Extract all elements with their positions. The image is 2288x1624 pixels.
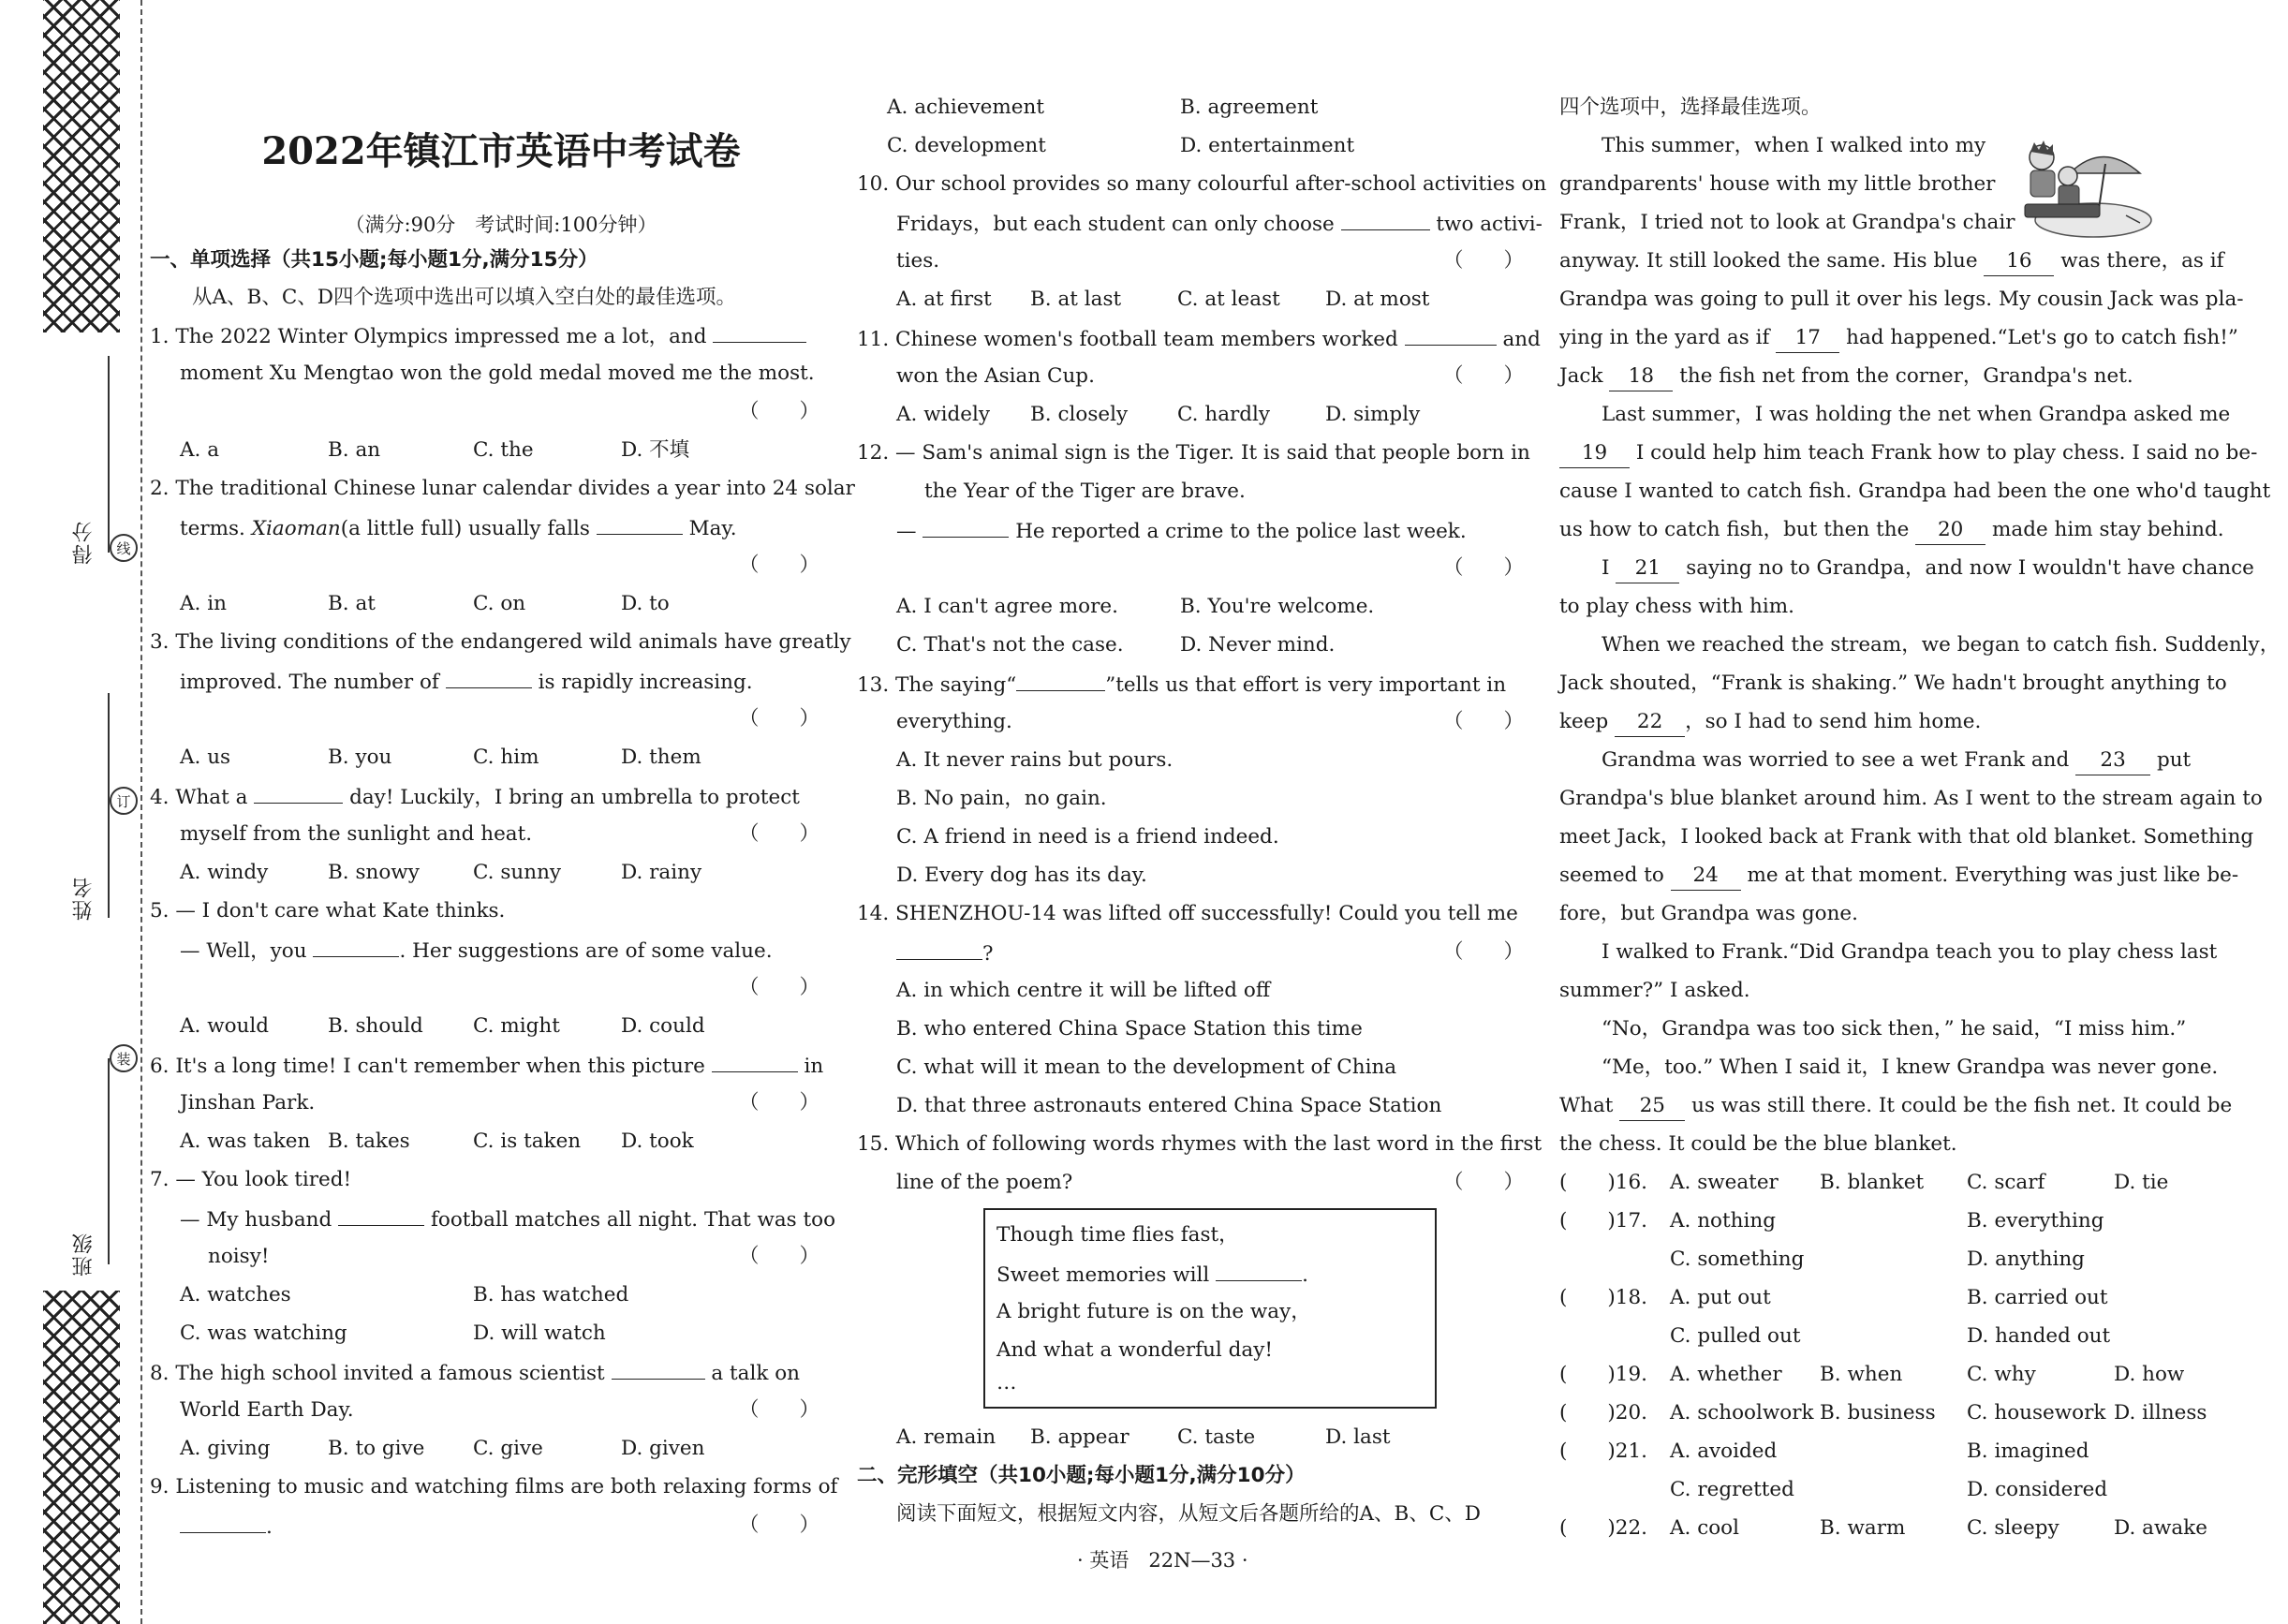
answer-paren: （ ） <box>1442 249 1524 273</box>
score-label: 得分 <box>72 520 96 565</box>
answer-paren: （ ） <box>738 400 819 423</box>
question-text: World Earth Day. <box>180 1398 354 1422</box>
question-text: . <box>180 1512 273 1540</box>
option: A. I can't agree more. <box>896 595 1118 618</box>
question-text: myself from the sunlight and heat. <box>180 822 533 846</box>
question-10: 10. Our school provides so many colourful after-school activities on <box>857 172 1547 196</box>
passage-line: This summer，when I walked into my <box>1602 134 1986 157</box>
option: A. a <box>180 438 220 462</box>
question-text: noisy! <box>208 1245 270 1268</box>
question-text: terms. Xiaoman(a little full) usually falls May. <box>180 513 737 541</box>
question-text: — My husband football matches all night. That was too <box>180 1204 835 1233</box>
question-11: 11. Chinese women's football team members worked and <box>857 324 1541 352</box>
option: D. tie <box>2114 1171 2169 1194</box>
children-fishing-illustration <box>2014 131 2154 244</box>
question-text: Fridays，but each student can only choose two activi- <box>896 209 1543 237</box>
poem-line: Though time flies fast， <box>996 1223 1239 1247</box>
option: D. given <box>621 1437 705 1460</box>
blank-20: 20 <box>1915 516 1985 545</box>
option: A. giving <box>180 1437 271 1460</box>
passage-line: anyway. It still looked the same. His blue 16 was there，as if <box>1559 247 2224 275</box>
section-heading: 一、单项选择（共15小题;每小题1分,满分15分） <box>150 248 598 272</box>
cloze-number: ( )22. <box>1559 1516 1647 1540</box>
question-15: 15. Which of following words rhymes with the last word in the first <box>857 1132 1543 1156</box>
option: C. sunny <box>473 861 562 884</box>
option: A. windy <box>180 861 269 884</box>
option: A. in <box>180 592 227 615</box>
option: D. to <box>621 592 670 615</box>
question-text: — He reported a crime to the police last week. <box>896 516 1467 544</box>
instruction: 阅读下面短文，根据短文内容，从短文后各题所给的A、B、C、D <box>896 1502 1482 1526</box>
option: A. widely <box>896 403 990 426</box>
option: D. them <box>621 746 701 769</box>
answer-paren: （ ） <box>1442 364 1524 388</box>
poem-line: And what a wonderful day! <box>996 1338 1274 1362</box>
option: B. an <box>328 438 381 462</box>
blank-17: 17 <box>1776 324 1839 353</box>
question-6: 6. It's a long time! I can't remember when this picture in <box>150 1051 823 1079</box>
option: C. give <box>473 1437 543 1460</box>
option: B. should <box>328 1014 423 1038</box>
option: C. That's not the case. <box>896 633 1124 657</box>
option: C. development <box>887 134 1046 157</box>
passage-line: I 21 saying no to Grandpa，and now I wouldn't have chance <box>1602 554 2254 583</box>
option: B. everything <box>1967 1209 2104 1233</box>
option: C. sleepy <box>1967 1516 2059 1540</box>
passage-line: fore，but Grandpa was gone. <box>1559 902 1858 925</box>
option: B. takes <box>328 1129 410 1153</box>
option: B. carried out <box>1967 1286 2108 1309</box>
option: B. you <box>328 746 392 769</box>
option: D. that three astronauts entered China Space Station <box>896 1094 1442 1117</box>
option: C. on <box>473 592 526 615</box>
option: B. business <box>1820 1401 1936 1425</box>
question-text: moment Xu Mengtao won the gold medal moved me the most. <box>180 362 815 385</box>
option: B. at last <box>1030 288 1122 311</box>
option: D. handed out <box>1967 1324 2111 1348</box>
passage-line: Grandpa's blue blanket around him. As I went to the stream again to <box>1559 787 2263 810</box>
option: A. put out <box>1670 1286 1771 1309</box>
cloze-number: ( )19. <box>1559 1363 1647 1386</box>
passage-line: the chess. It could be the blue blanket. <box>1559 1132 1957 1156</box>
option: D. could <box>621 1014 705 1038</box>
option: D. took <box>621 1129 694 1153</box>
poem-line: A bright future is on the way， <box>996 1300 1311 1323</box>
option: A. would <box>180 1014 270 1038</box>
blank-18: 18 <box>1609 362 1673 391</box>
question-text: everything. <box>896 710 1012 733</box>
answer-paren: （ ） <box>738 1513 819 1537</box>
answer-paren: （ ） <box>738 554 819 577</box>
option: C. was watching <box>180 1321 347 1345</box>
option: A. in which centre it will be lifted off <box>896 979 1271 1002</box>
name-label: 姓名 <box>72 876 96 921</box>
question-text: the Year of the Tiger are brave. <box>924 480 1246 503</box>
option: B. to give <box>328 1437 425 1460</box>
poem-line: Sweet memories will . <box>996 1260 1308 1288</box>
passage-line: ying in the yard as if 17 had happened.“Let's go to catch fish!” <box>1559 324 2238 352</box>
passage-line: meet Jack，I looked back at Frank with that old blanket. Something <box>1559 825 2254 849</box>
answer-paren: （ ） <box>738 1398 819 1422</box>
passage-line: When we reached the stream，we began to catch fish. Suddenly， <box>1602 633 2281 657</box>
question-3: 3. The living conditions of the endangered wild animals have greatly <box>150 630 851 654</box>
option: D. awake <box>2114 1516 2207 1540</box>
option: D. rainy <box>621 861 702 884</box>
question-1: 1. The 2022 Winter Olympics impressed me a lot，and <box>150 321 806 349</box>
question-text: ties. <box>896 249 940 273</box>
poem-box <box>983 1208 1437 1409</box>
option: D. will watch <box>473 1321 606 1345</box>
blank-21: 21 <box>1616 554 1679 583</box>
option: B. who entered China Space Station this time <box>896 1017 1363 1041</box>
option: C. him <box>473 746 539 769</box>
option: B. at <box>328 592 376 615</box>
option: C. pulled out <box>1670 1324 1801 1348</box>
option: C. the <box>473 438 534 462</box>
question-4: 4. What a day! Luckily，I bring an umbrella to protect <box>150 782 800 810</box>
option: B. has watched <box>473 1283 629 1307</box>
option: A. watches <box>180 1283 291 1307</box>
option: A. us <box>180 746 231 769</box>
binding-mark-bind: 装 <box>110 1044 138 1072</box>
passage-line: Jack 18 the fish net from the corner，Grandpa's net. <box>1559 362 2133 391</box>
question-text: won the Asian Cup. <box>896 364 1095 388</box>
option: C. regretted <box>1670 1478 1794 1501</box>
passage-line: I walked to Frank.“Did Grandpa teach you to play chess last <box>1602 940 2218 964</box>
cloze-number: ( )18. <box>1559 1286 1647 1309</box>
option: A. avoided <box>1670 1439 1778 1463</box>
answer-paren: （ ） <box>738 1091 819 1115</box>
option: C. A friend in need is a friend indeed. <box>896 825 1279 849</box>
name-line <box>108 693 110 918</box>
question-2: 2. The traditional Chinese lunar calendar divides a year into 24 solar <box>150 477 855 500</box>
question-14: 14. SHENZHOU-14 was lifted off successfully! Could you tell me <box>857 902 1518 925</box>
decorative-pattern-top <box>43 0 120 332</box>
instruction: 四个选项中，选择最佳选项。 <box>1559 96 1822 119</box>
score-line <box>108 356 110 553</box>
option: A. achievement <box>887 96 1044 119</box>
passage-line: seemed to 24 me at that moment. Everything was just like be- <box>1559 862 2238 890</box>
blank-23: 23 <box>2075 746 2150 775</box>
answer-paren: （ ） <box>738 822 819 846</box>
option: C. scarf <box>1967 1171 2045 1194</box>
passage-line: Last summer，I was holding the net when Grandpa asked me <box>1602 403 2231 426</box>
answer-paren: （ ） <box>1442 940 1524 964</box>
option: D. last <box>1325 1425 1391 1449</box>
answer-paren: （ ） <box>1442 1171 1524 1194</box>
option: A. remain <box>896 1425 996 1449</box>
option: D. entertainment <box>1180 134 1355 157</box>
question-8: 8. The high school invited a famous scientist a talk on <box>150 1358 800 1386</box>
option: B. snowy <box>328 861 420 884</box>
blank-22: 22 <box>1615 708 1685 737</box>
class-line <box>108 1058 110 1264</box>
option: C. at least <box>1177 288 1280 311</box>
option: A. schoolwork <box>1670 1401 1814 1425</box>
option: A. It never rains but pours. <box>896 748 1174 772</box>
option: A. whether <box>1670 1363 1782 1386</box>
column-right <box>1559 0 2281 1624</box>
option: C. why <box>1967 1363 2036 1386</box>
question-12: 12. — Sam's animal sign is the Tiger. It is said that people born in <box>857 441 1530 465</box>
option: A. cool <box>1670 1516 1740 1540</box>
answer-paren: （ ） <box>1442 556 1524 580</box>
passage-line: keep 22 ，so I had to send him home. <box>1559 708 1981 736</box>
passage-line: to play chess with him. <box>1559 595 1794 618</box>
answer-paren: （ ） <box>738 1245 819 1268</box>
option: C. something <box>1670 1248 1805 1271</box>
question-text: line of the poem? <box>896 1171 1073 1194</box>
column-left <box>150 0 855 1624</box>
option: A. was taken <box>180 1129 311 1153</box>
cloze-number: ( )16. <box>1559 1171 1647 1194</box>
option: B. closely <box>1030 403 1129 426</box>
binding-mark-line: 线 <box>110 534 138 562</box>
option: B. agreement <box>1180 96 1319 119</box>
passage-line: “No，Grandpa was too sick then，” he said，“I miss him.” <box>1602 1017 2187 1041</box>
binding-mark-order: 订 <box>110 787 138 815</box>
option: C. might <box>473 1014 560 1038</box>
question-13: 13. The saying“ ”tells us that effort is very important in <box>857 670 1506 698</box>
answer-paren: （ ） <box>738 707 819 731</box>
question-text: — Well，you . Her suggestions are of some value. <box>180 936 773 964</box>
question-5: 5. — I don't care what Kate thinks. <box>150 899 506 923</box>
question-text: ? <box>896 938 994 967</box>
passage-line: summer?” I asked. <box>1559 979 1750 1002</box>
option: C. taste <box>1177 1425 1256 1449</box>
option: B. No pain，no gain. <box>896 787 1107 810</box>
blank-19: 19 <box>1559 439 1630 468</box>
option: B. warm <box>1820 1516 1906 1540</box>
option: B. blanket <box>1820 1171 1925 1194</box>
answer-paren: （ ） <box>738 976 819 999</box>
page-footer: · 英语 22N—33 · <box>1077 1549 1248 1572</box>
passage-line: us how to catch fish，but then the 20 made him stay behind. <box>1559 516 2224 544</box>
answer-paren: （ ） <box>1442 710 1524 733</box>
option: B. appear <box>1030 1425 1129 1449</box>
option: A. nothing <box>1670 1209 1776 1233</box>
passage-line: Grandpa was going to pull it over his legs. My cousin Jack was pla- <box>1559 288 2244 311</box>
option: D. anything <box>1967 1248 2085 1271</box>
option: B. when <box>1820 1363 1903 1386</box>
passage-line: Frank，I tried not to look at Grandpa's chair <box>1559 211 2015 234</box>
passage-line: 19 I could help him teach Frank how to play chess. I said no be- <box>1559 439 2257 467</box>
passage-line: “Me，too.” When I said it，I knew Grandpa was never gone. <box>1602 1056 2219 1079</box>
cloze-number: ( )17. <box>1559 1209 1647 1233</box>
question-7: 7. — You look tired! <box>150 1168 352 1191</box>
blank-24: 24 <box>1671 862 1741 891</box>
section-heading: 二、完形填空（共10小题;每小题1分,满分10分） <box>857 1464 1306 1487</box>
option: D. how <box>2114 1363 2185 1386</box>
exam-info: （满分:90分 考试时间:100分钟） <box>345 214 657 236</box>
page-title: 2022年镇江市英语中考试卷 <box>261 129 741 173</box>
question-text: improved. The number of is rapidly increasing. <box>180 667 753 695</box>
passage-line: grandparents' house with my little brother <box>1559 172 1996 196</box>
blank-25: 25 <box>1619 1092 1685 1121</box>
passage-line: What 25 us was still there. It could be the fish net. It could be <box>1559 1092 2232 1120</box>
question-text: Jinshan Park. <box>180 1091 316 1115</box>
passage-line: cause I wanted to catch fish. Grandpa had been the one who'd taught <box>1559 480 2271 503</box>
option: B. You're welcome. <box>1180 595 1375 618</box>
question-9: 9. Listening to music and watching films are both relaxing forms of <box>150 1475 838 1499</box>
cloze-number: ( )20. <box>1559 1401 1647 1425</box>
option: C. hardly <box>1177 403 1271 426</box>
option: C. housework <box>1967 1401 2106 1425</box>
option: D. simply <box>1325 403 1421 426</box>
option: D. Never mind. <box>1180 633 1336 657</box>
cloze-number: ( )21. <box>1559 1439 1647 1463</box>
option: D. considered <box>1967 1478 2108 1501</box>
option: D. Every dog has its day. <box>896 864 1147 887</box>
passage-line: Grandma was worried to see a wet Frank and 23 put <box>1602 746 2191 775</box>
option: D. illness <box>2114 1401 2207 1425</box>
option: A. sweater <box>1670 1171 1779 1194</box>
instruction: 从A、B、C、D四个选项中选出可以填入空白处的最佳选项。 <box>192 286 737 309</box>
poem-line: … <box>996 1371 1017 1395</box>
option: C. is taken <box>473 1129 582 1153</box>
binding-line <box>140 0 142 1624</box>
option: D. 不填 <box>621 438 690 462</box>
passage-line: Jack shouted，“Frank is shaking.” We hadn't brought anything to <box>1559 672 2227 695</box>
decorative-pattern-bottom <box>43 1291 120 1624</box>
option: A. at first <box>896 288 992 311</box>
option: D. at most <box>1325 288 1430 311</box>
option: C. what will it mean to the development of China <box>896 1056 1397 1079</box>
blank-16: 16 <box>1984 247 2054 276</box>
option: B. imagined <box>1967 1439 2089 1463</box>
class-label: 班级 <box>72 1232 96 1277</box>
